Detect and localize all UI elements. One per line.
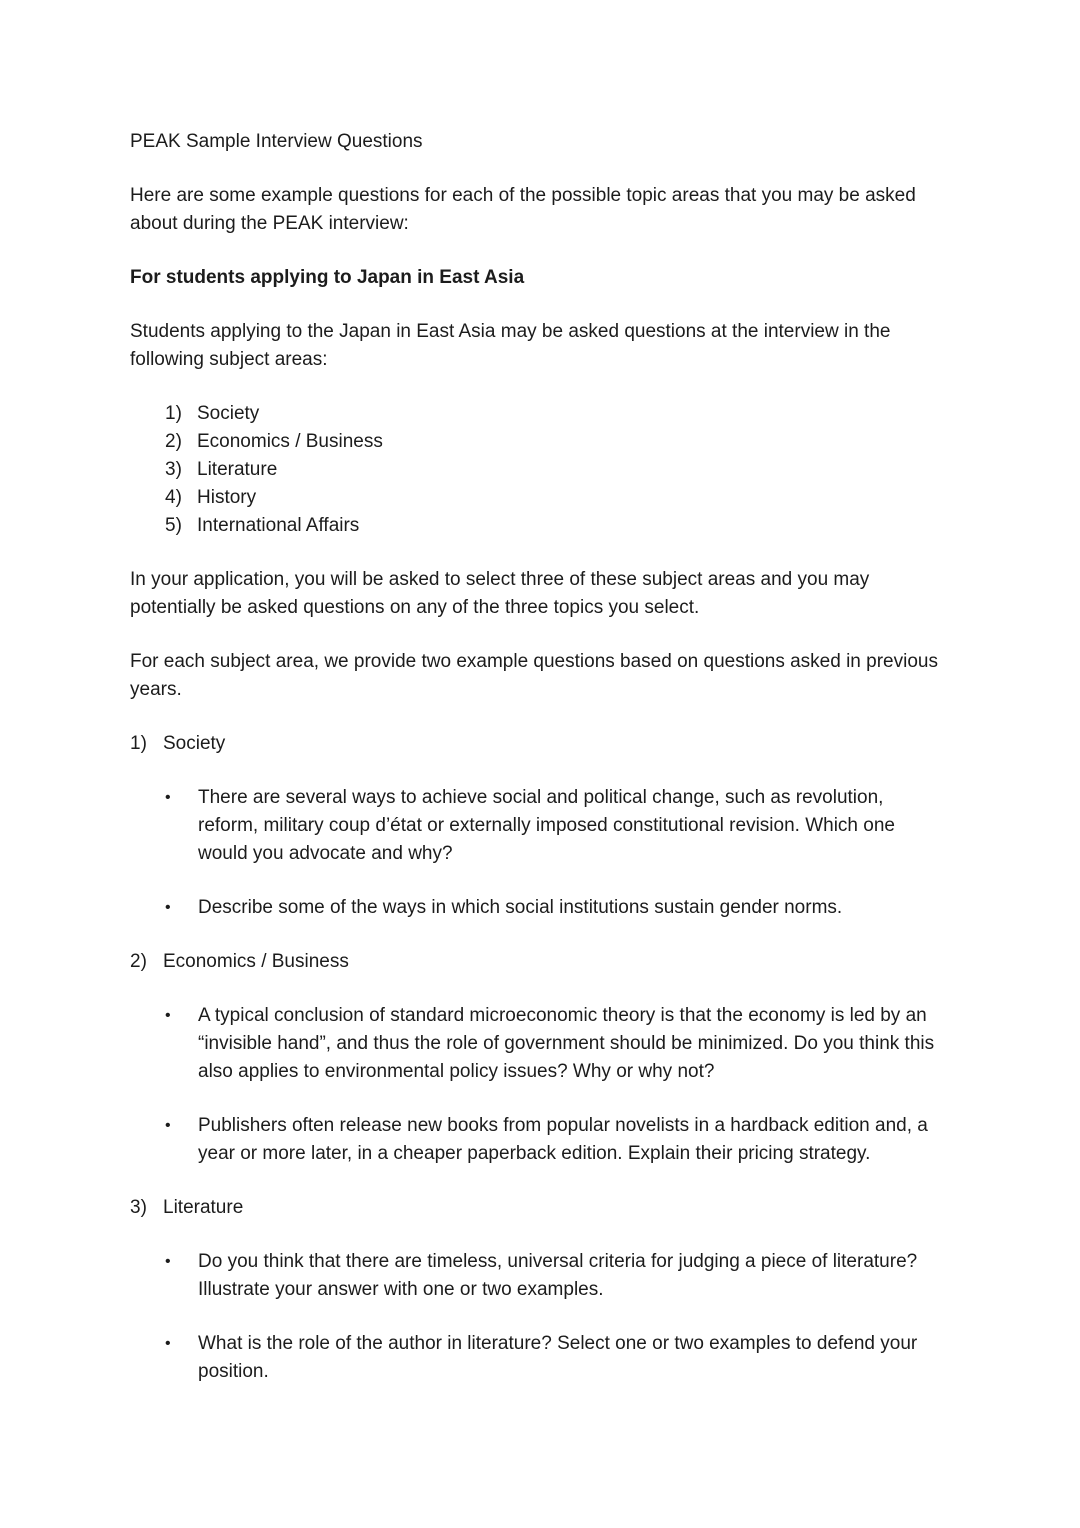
subject-list-item <box>165 512 945 540</box>
topic-label: Literature <box>163 1197 244 1218</box>
page-title: PEAK Sample Interview Questions <box>130 131 423 152</box>
list-label: History <box>197 487 257 508</box>
list-number: 5) <box>165 515 182 536</box>
list-number: 3) <box>165 459 182 480</box>
subject-list-item <box>165 484 945 512</box>
list-label: Society <box>197 403 260 424</box>
question-text: What is the role of the author in literature? Select one or two examples to defend your position. <box>198 1333 918 1382</box>
bullet-icon: • <box>165 1335 171 1352</box>
subject-list <box>130 400 945 540</box>
bullet-icon: • <box>165 1007 171 1024</box>
question-text: Describe some of the ways in which social institutions sustain gender norms. <box>198 897 843 918</box>
subject-list-item <box>165 428 945 456</box>
list-label: International Affairs <box>197 515 360 536</box>
topic-number: 2) <box>130 951 147 972</box>
list-number: 2) <box>165 431 182 452</box>
topic-number: 1) <box>130 733 147 754</box>
topic-label: Economics / Business <box>163 951 349 972</box>
list-number: 1) <box>165 403 182 424</box>
bullet-icon: • <box>165 789 171 806</box>
topic-heading-society <box>130 730 945 758</box>
topic-heading-literature <box>130 1194 945 1222</box>
section-heading: For students applying to Japan in East Asia <box>130 267 525 288</box>
question-text: Publishers often release new books from popular novelists in a hardback edition and, a year or more later, in a cheaper paperback edition. Explain their pricing strategy. <box>198 1115 928 1164</box>
list-label: Economics / Business <box>197 431 383 452</box>
subject-areas-intro: Students applying to the Japan in East Asia may be asked questions at the interview in the following subject areas: <box>130 321 891 370</box>
bullet-icon: • <box>165 1253 171 1270</box>
subject-list-item <box>165 400 945 428</box>
intro-paragraph: Here are some example questions for each of the possible topic areas that you may be asked about during the PEAK interview: <box>130 185 916 234</box>
list-number: 4) <box>165 487 182 508</box>
bullet-icon: • <box>165 899 171 916</box>
question-item <box>165 784 945 868</box>
subject-list-item <box>165 456 945 484</box>
question-text: A typical conclusion of standard microeconomic theory is that the economy is led by an “invisible hand”, and thus the role of government should be minimized. Do you think this also applies to environmental policy issues? Why or why not? <box>198 1005 935 1082</box>
bullet-icon: • <box>165 1117 171 1134</box>
application-note: In your application, you will be asked to select three of these subject areas and you may potentially be asked questions on any of the three topics you select. <box>130 569 870 618</box>
question-text: There are several ways to achieve social and political change, such as revolution, reform, military coup d’état or externally imposed constitutional revision. Which one would you advocate and why? <box>198 787 895 864</box>
question-text: Do you think that there are timeless, universal criteria for judging a piece of literature? Illustrate your answer with one or two examples. <box>198 1251 918 1300</box>
question-item <box>165 894 945 922</box>
topic-heading-economics-business <box>130 948 945 976</box>
topic-number: 3) <box>130 1197 147 1218</box>
examples-note: For each subject area, we provide two example questions based on questions asked in previous years. <box>130 651 938 700</box>
topic-label: Society <box>163 733 226 754</box>
question-item <box>165 1330 945 1386</box>
question-item <box>165 1112 945 1168</box>
question-item <box>165 1002 945 1086</box>
question-item <box>165 1248 945 1304</box>
list-label: Literature <box>197 459 278 480</box>
